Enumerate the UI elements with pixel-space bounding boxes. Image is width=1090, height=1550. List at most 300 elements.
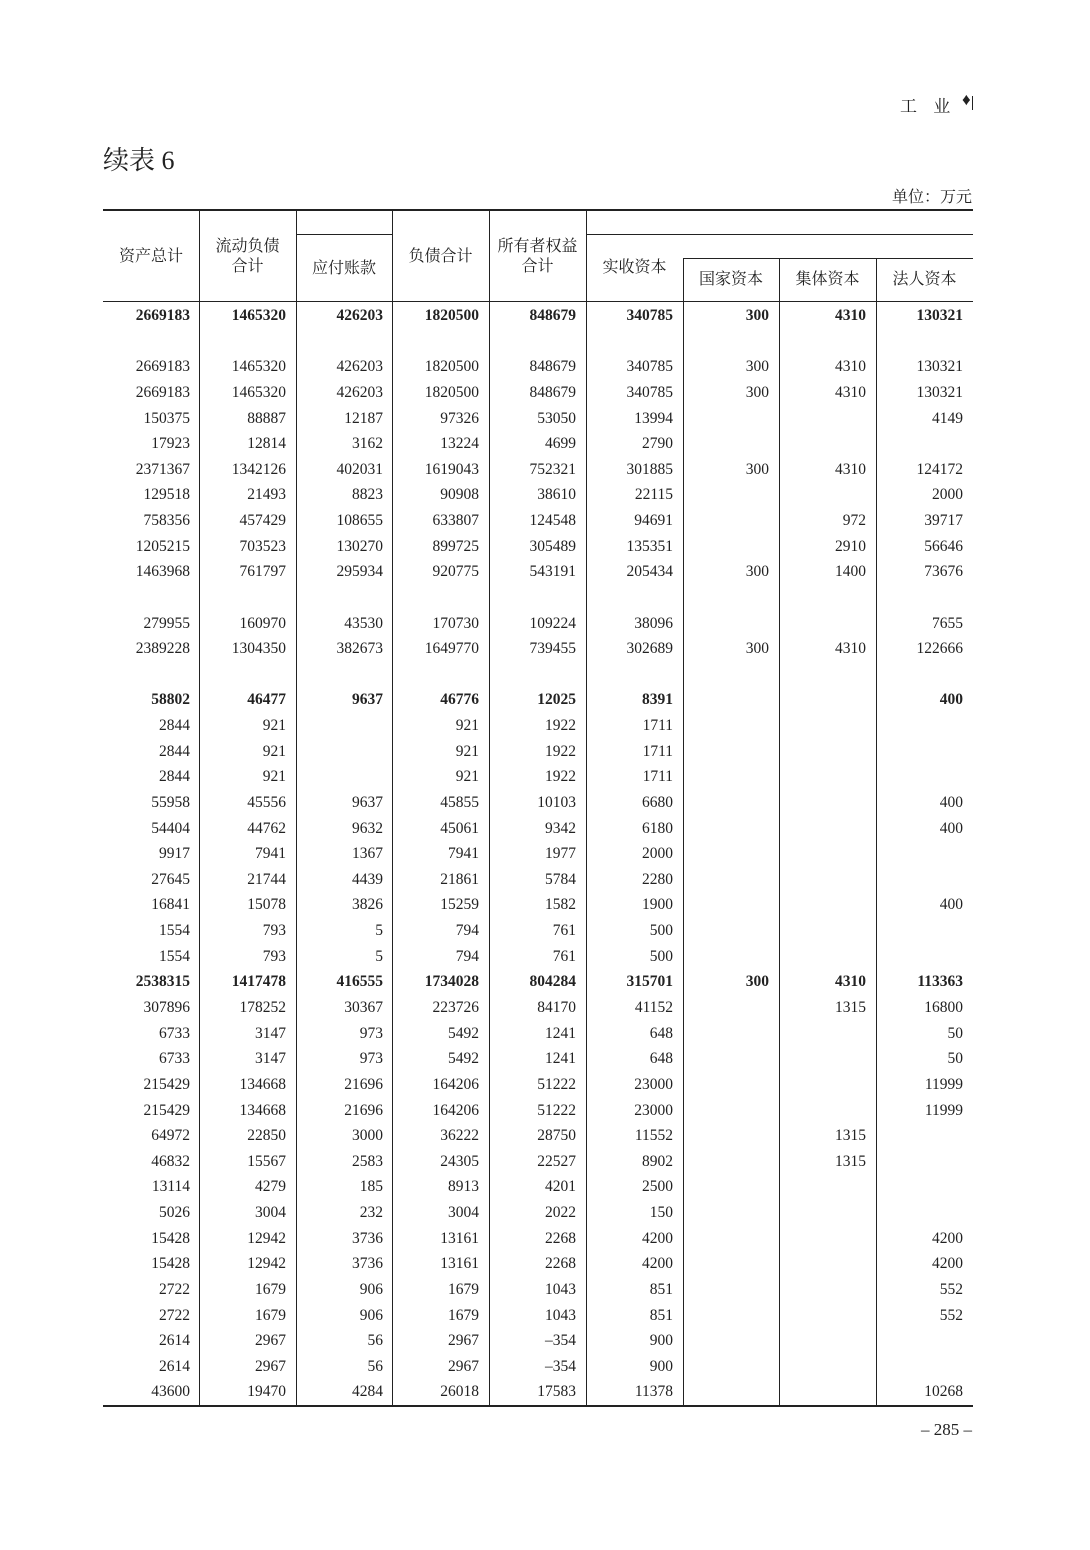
- table-cell: 3147: [255, 1024, 286, 1042]
- header-current-liabilities: [199, 237, 296, 277]
- table-cell: 22850: [247, 1127, 286, 1145]
- table-cell: 39717: [924, 512, 963, 530]
- table-cell: 44762: [247, 819, 286, 837]
- table-cell: 921: [262, 717, 286, 735]
- table-cell: 124172: [916, 460, 963, 478]
- table-cell: 16800: [924, 999, 963, 1016]
- header-current-liabilities-line2: 合计: [231, 258, 264, 275]
- table-cell: 53050: [537, 409, 576, 427]
- table-cell: 1241: [545, 1024, 576, 1042]
- table-cell: 7655: [932, 614, 963, 632]
- table-cell: 300: [745, 460, 769, 478]
- table-cell: 12942: [247, 1229, 286, 1247]
- table-cell: 295934: [336, 563, 383, 581]
- table-cell: 2000: [932, 486, 963, 504]
- table-cell: 56646: [924, 537, 963, 555]
- table-cell: 1734028: [424, 973, 479, 991]
- table-cell: 315701: [626, 973, 673, 991]
- table-cell: 26018: [440, 1383, 479, 1401]
- table-cell: 1922: [545, 768, 576, 786]
- table-cell: 1367: [352, 845, 383, 863]
- table-row: [103, 995, 973, 1021]
- table-cell: 921: [262, 742, 286, 760]
- table-row: [103, 867, 973, 893]
- table-cell: 1465320: [231, 358, 286, 376]
- table-cell: 1554: [159, 922, 190, 940]
- table-cell: 6733: [159, 1024, 190, 1042]
- table-cell: 1315: [835, 1127, 866, 1145]
- table-cell: 4310: [835, 973, 866, 991]
- table-cell: 900: [649, 1332, 673, 1350]
- page-number: – 285 –: [921, 1420, 972, 1439]
- table-cell: 1679: [448, 1306, 479, 1324]
- table-cell: 88887: [247, 409, 286, 427]
- table-cell: 164206: [432, 1075, 479, 1093]
- table-cell: 900: [649, 1357, 673, 1375]
- table-cell: 11552: [634, 1127, 673, 1145]
- table-cell: 5784: [545, 870, 576, 888]
- table-cell: 752321: [529, 460, 576, 478]
- table-cell: 972: [842, 512, 866, 530]
- table-cell: 170730: [432, 614, 479, 632]
- table-cell: 23000: [634, 1101, 673, 1119]
- table-cell: 340785: [626, 307, 673, 324]
- table-cell: 400: [939, 793, 963, 811]
- header-collective-capital: 集体资本: [795, 271, 860, 288]
- table-cell: 19470: [247, 1383, 286, 1401]
- table-row: [103, 457, 973, 483]
- table-cell: 4310: [835, 307, 866, 324]
- table-row: [103, 1174, 973, 1200]
- table-cell: 223726: [432, 999, 479, 1016]
- table-row: [103, 1328, 973, 1354]
- table-cell: 21744: [247, 870, 286, 888]
- header-legal-person-capital: 法人资本: [892, 271, 957, 288]
- table-cell: 2268: [545, 1255, 576, 1273]
- table-cell: 4200: [642, 1255, 673, 1273]
- table-cell: 300: [745, 307, 769, 324]
- table-cell: 215429: [143, 1101, 190, 1119]
- table-cell: 416555: [336, 973, 383, 991]
- table-cell: 113363: [917, 973, 963, 991]
- table-cell: 3004: [255, 1204, 286, 1222]
- table-cell: 804284: [529, 973, 576, 991]
- table-cell: 3736: [352, 1229, 383, 1247]
- table-cell: 129518: [143, 486, 190, 504]
- table-cell: 150375: [143, 409, 190, 427]
- table-row: [103, 713, 973, 739]
- table-cell: 761: [552, 922, 576, 940]
- table-cell: 921: [262, 768, 286, 786]
- table-cell: 921: [455, 717, 479, 735]
- table-cell: 10268: [924, 1383, 963, 1401]
- table-cell: 130270: [336, 537, 383, 555]
- table-cell: 2268: [545, 1229, 576, 1247]
- table-cell: 2790: [642, 435, 673, 453]
- table-cell: 703523: [239, 537, 286, 555]
- header-state-capital: 国家资本: [698, 271, 763, 288]
- table-cell: 793: [262, 947, 286, 965]
- table-row: [103, 1021, 973, 1047]
- table-row: [103, 636, 973, 662]
- table-cell: 38610: [537, 486, 576, 504]
- table-cell: 8823: [352, 486, 383, 504]
- table-cell: 12025: [537, 691, 576, 709]
- sub-rule-capital-breakdown: [683, 258, 973, 259]
- table-cell: 130321: [916, 383, 963, 401]
- table-cell: 2389228: [135, 640, 190, 658]
- table-cell: 5: [375, 922, 383, 940]
- table-cell: 56: [367, 1332, 383, 1350]
- table-cell: 4200: [932, 1229, 963, 1247]
- table-cell: 3147: [255, 1050, 286, 1068]
- table-cell: 15078: [247, 896, 286, 914]
- table-cell: 108655: [336, 512, 383, 530]
- table-cell: 13161: [440, 1229, 479, 1247]
- table-cell: 3162: [352, 435, 383, 453]
- table-cell: 3736: [352, 1255, 383, 1273]
- table-row: [103, 380, 973, 406]
- table-cell: 402031: [336, 460, 383, 478]
- table-cell: 973: [359, 1024, 383, 1042]
- table-row: [103, 1200, 973, 1226]
- table-cell: 921: [455, 768, 479, 786]
- table-cell: 300: [745, 358, 769, 376]
- table-cell: 41152: [634, 999, 673, 1016]
- table-cell: 45556: [247, 793, 286, 811]
- table-cell: 899725: [432, 537, 479, 555]
- table-cell: 4284: [352, 1383, 383, 1401]
- table-cell: 1619043: [424, 460, 479, 478]
- table-cell: 4310: [835, 460, 866, 478]
- table-cell: 109224: [529, 614, 576, 632]
- table-cell: 13224: [440, 435, 479, 453]
- table-cell: 4439: [352, 870, 383, 888]
- table-cell: 2722: [159, 1280, 190, 1298]
- table-cell: 2000: [642, 845, 673, 863]
- table-cell: 9342: [545, 819, 576, 837]
- table-cell: 8913: [448, 1178, 479, 1196]
- table-cell: 400: [939, 819, 963, 837]
- table-cell: 12942: [247, 1255, 286, 1273]
- table-cell: 15567: [247, 1152, 286, 1170]
- table-cell: 1315: [835, 999, 866, 1016]
- table-cell: 633807: [432, 512, 479, 530]
- table-cell: 761797: [239, 563, 286, 581]
- table-cell: 150: [649, 1204, 673, 1222]
- running-head-text: 工 业: [900, 97, 957, 116]
- table-cell: 21861: [440, 870, 479, 888]
- table-row: [103, 1379, 973, 1405]
- table-row: [103, 841, 973, 867]
- header-owners-equity: [489, 237, 586, 277]
- table-cell: 4279: [255, 1178, 286, 1196]
- table-cell: 46832: [151, 1152, 190, 1170]
- table-cell: 7941: [255, 845, 286, 863]
- table-row: [103, 944, 973, 970]
- table-cell: 302689: [626, 640, 673, 658]
- table-cell: 848679: [529, 307, 576, 324]
- sub-rule-accounts-payable: [296, 234, 392, 235]
- table-cell: 7941: [448, 845, 479, 863]
- table-cell: 1679: [255, 1280, 286, 1298]
- table-cell: 6180: [642, 819, 673, 837]
- table-cell: 9637: [352, 793, 383, 811]
- table-row: [103, 303, 973, 329]
- table-cell: 124548: [529, 512, 576, 530]
- table-cell: 55958: [151, 793, 190, 811]
- table-cell: 1711: [642, 717, 673, 735]
- table-cell: 54404: [151, 819, 190, 837]
- table-cell: 500: [649, 947, 673, 965]
- table-cell: 4310: [835, 358, 866, 376]
- table-row: [103, 585, 973, 611]
- table-cell: 50: [947, 1024, 963, 1042]
- table-cell: 134668: [239, 1075, 286, 1093]
- table-cell: 301885: [626, 460, 673, 478]
- table-row: [103, 1277, 973, 1303]
- table-row: [103, 354, 973, 380]
- header-paid-in-capital: 实收资本: [602, 259, 667, 276]
- table-cell: 23000: [634, 1075, 673, 1093]
- table-cell: 1900: [642, 896, 673, 914]
- table-cell: 9637: [352, 691, 383, 709]
- table-cell: 307896: [143, 999, 190, 1016]
- table-cell: 1043: [545, 1280, 576, 1298]
- table-title: 续表 6: [103, 146, 175, 175]
- header-accounts-payable: 应付账款: [311, 260, 376, 277]
- table-cell: 2614: [159, 1332, 190, 1350]
- table-cell: 232: [359, 1204, 383, 1222]
- table-cell: 1304350: [231, 640, 286, 658]
- table-cell: 135351: [626, 537, 673, 555]
- table-cell: 1465320: [231, 383, 286, 401]
- table-cell: 3000: [352, 1127, 383, 1145]
- table-cell: 5492: [448, 1050, 479, 1068]
- table-cell: 9632: [352, 819, 383, 837]
- header-current-liabilities-line1: 流动负债: [215, 238, 280, 255]
- table-cell: 793: [262, 922, 286, 940]
- table-cell: 90908: [440, 486, 479, 504]
- header-owners-equity-line1: 所有者权益: [497, 238, 578, 255]
- table-row: [103, 1149, 973, 1175]
- table-row: [103, 1072, 973, 1098]
- table-cell: 426203: [336, 358, 383, 376]
- table-cell: 21493: [247, 486, 286, 504]
- table-cell: 1417478: [231, 973, 286, 991]
- table-cell: 1977: [545, 845, 576, 863]
- table-row: [103, 918, 973, 944]
- table-cell: 51222: [537, 1075, 576, 1093]
- table-cell: 160970: [239, 614, 286, 632]
- table-cell: 15428: [151, 1229, 190, 1247]
- table-cell: 1465320: [231, 307, 286, 324]
- table-cell: 648: [649, 1050, 673, 1068]
- table-cell: 848679: [529, 383, 576, 401]
- table-cell: 1820500: [424, 383, 479, 401]
- table-cell: 4200: [932, 1255, 963, 1273]
- table-row: [103, 816, 973, 842]
- table-cell: 46477: [247, 691, 286, 709]
- table-cell: 2371367: [135, 460, 190, 478]
- table-cell: 56: [367, 1357, 383, 1375]
- table-cell: 851: [649, 1306, 673, 1324]
- table-cell: 2967: [448, 1332, 479, 1350]
- table-cell: 2280: [642, 870, 673, 888]
- table-cell: 16841: [151, 896, 190, 914]
- table-cell: 43600: [151, 1383, 190, 1401]
- table-cell: 2967: [255, 1332, 286, 1350]
- table-row: [103, 969, 973, 995]
- table-cell: 6680: [642, 793, 673, 811]
- table-cell: 300: [745, 383, 769, 401]
- table-row: [103, 1251, 973, 1277]
- table-cell: 28750: [537, 1127, 576, 1145]
- table-cell: 648: [649, 1024, 673, 1042]
- table-cell: 4200: [642, 1229, 673, 1247]
- table-cell: 130321: [916, 307, 963, 324]
- table-row: [103, 1046, 973, 1072]
- table-cell: 300: [745, 973, 769, 991]
- table-top-rule: [103, 209, 973, 211]
- table-cell: 13994: [634, 409, 673, 427]
- table-cell: 1342126: [231, 460, 286, 478]
- table-cell: 1582: [545, 896, 576, 914]
- table-cell: 50: [947, 1050, 963, 1068]
- diamond-icon: ♦: [962, 90, 971, 109]
- table-cell: 45855: [440, 793, 479, 811]
- table-cell: 1679: [255, 1306, 286, 1324]
- table-cell: 2967: [255, 1357, 286, 1375]
- table-cell: 382673: [336, 640, 383, 658]
- table-cell: 5: [375, 947, 383, 965]
- table-cell: 45061: [440, 819, 479, 837]
- table-cell: 17583: [537, 1383, 576, 1401]
- table-cell: 84170: [537, 999, 576, 1016]
- table-cell: 457429: [239, 512, 286, 530]
- table-cell: 58802: [151, 691, 190, 709]
- table-cell: 426203: [336, 307, 383, 324]
- table-cell: 43530: [344, 614, 383, 632]
- table-cell: 2583: [352, 1152, 383, 1170]
- table-cell: –354: [545, 1357, 576, 1375]
- table-cell: 340785: [626, 383, 673, 401]
- table-cell: 94691: [634, 512, 673, 530]
- table-row: [103, 431, 973, 457]
- table-cell: 2614: [159, 1357, 190, 1375]
- table-cell: 552: [939, 1280, 963, 1298]
- table-cell: 73676: [924, 563, 963, 581]
- table-cell: 2722: [159, 1306, 190, 1324]
- table-cell: 1205215: [135, 537, 190, 555]
- table-cell: 12814: [247, 435, 286, 453]
- table-cell: 17923: [151, 435, 190, 453]
- table-row: [103, 662, 973, 688]
- table-row: [103, 406, 973, 432]
- table-row: [103, 611, 973, 637]
- header-total-liabilities: 负债合计: [408, 248, 473, 265]
- table-cell: 1241: [545, 1050, 576, 1068]
- table-cell: 4149: [932, 409, 963, 427]
- table-cell: 22115: [634, 486, 673, 504]
- table-cell: 758356: [143, 512, 190, 530]
- table-cell: 130321: [916, 358, 963, 376]
- table-cell: 21696: [344, 1101, 383, 1119]
- table-cell: 5492: [448, 1024, 479, 1042]
- table-row: [103, 559, 973, 585]
- table-cell: 38096: [634, 614, 673, 632]
- table-cell: 13161: [440, 1255, 479, 1273]
- header-owners-equity-line2: 合计: [521, 258, 554, 275]
- table-cell: 5026: [159, 1204, 190, 1222]
- table-cell: 185: [359, 1178, 383, 1196]
- table-cell: 2669183: [135, 307, 190, 324]
- table-cell: 794: [455, 922, 479, 940]
- table-cell: 906: [359, 1280, 383, 1298]
- table-cell: 21696: [344, 1075, 383, 1093]
- table-cell: 1711: [642, 742, 673, 760]
- sub-rule-paid-in-capital: [586, 234, 973, 235]
- table-cell: 15428: [151, 1255, 190, 1273]
- table-cell: 178252: [239, 999, 286, 1016]
- table-cell: 24305: [440, 1152, 479, 1170]
- table-cell: 2967: [448, 1357, 479, 1375]
- table-cell: 4201: [545, 1178, 576, 1196]
- table-cell: 8902: [642, 1152, 673, 1170]
- table-cell: 97326: [440, 409, 479, 427]
- running-head: [900, 92, 980, 117]
- table-cell: 300: [745, 563, 769, 581]
- table-cell: 11999: [924, 1075, 963, 1093]
- unit-label: 单位：万元: [891, 189, 972, 206]
- table-cell: 13114: [151, 1178, 190, 1196]
- table-cell: 11999: [924, 1101, 963, 1119]
- table-cell: 552: [939, 1306, 963, 1324]
- table-cell: 973: [359, 1050, 383, 1068]
- table-row: [103, 892, 973, 918]
- header-total-assets: 资产总计: [118, 248, 183, 265]
- table-cell: 46776: [440, 691, 479, 709]
- table-cell: 3826: [352, 896, 383, 914]
- table-cell: 36222: [440, 1127, 479, 1145]
- table-cell: 4310: [835, 383, 866, 401]
- table-cell: 921: [455, 742, 479, 760]
- table-cell: 205434: [626, 563, 673, 581]
- table-cell: –354: [545, 1332, 576, 1350]
- table-cell: 761: [552, 947, 576, 965]
- table-cell: 1922: [545, 742, 576, 760]
- table-cell: 2844: [159, 742, 190, 760]
- table-cell: 2500: [642, 1178, 673, 1196]
- table-cell: 400: [939, 691, 963, 709]
- table-row: [103, 790, 973, 816]
- table-row: [103, 534, 973, 560]
- table-cell: 794: [455, 947, 479, 965]
- table-cell: 851: [649, 1280, 673, 1298]
- table-cell: 8391: [642, 691, 673, 709]
- table-cell: 1315: [835, 1152, 866, 1170]
- table-cell: 2910: [835, 537, 866, 555]
- table-row: [103, 482, 973, 508]
- table-cell: 3004: [448, 1204, 479, 1222]
- table-row: [103, 687, 973, 713]
- table-cell: 215429: [143, 1075, 190, 1093]
- table-cell: 543191: [529, 563, 576, 581]
- table-cell: 2538315: [135, 973, 190, 991]
- table-cell: 9917: [159, 845, 190, 863]
- table-cell: 2669183: [135, 383, 190, 401]
- table-cell: 426203: [336, 383, 383, 401]
